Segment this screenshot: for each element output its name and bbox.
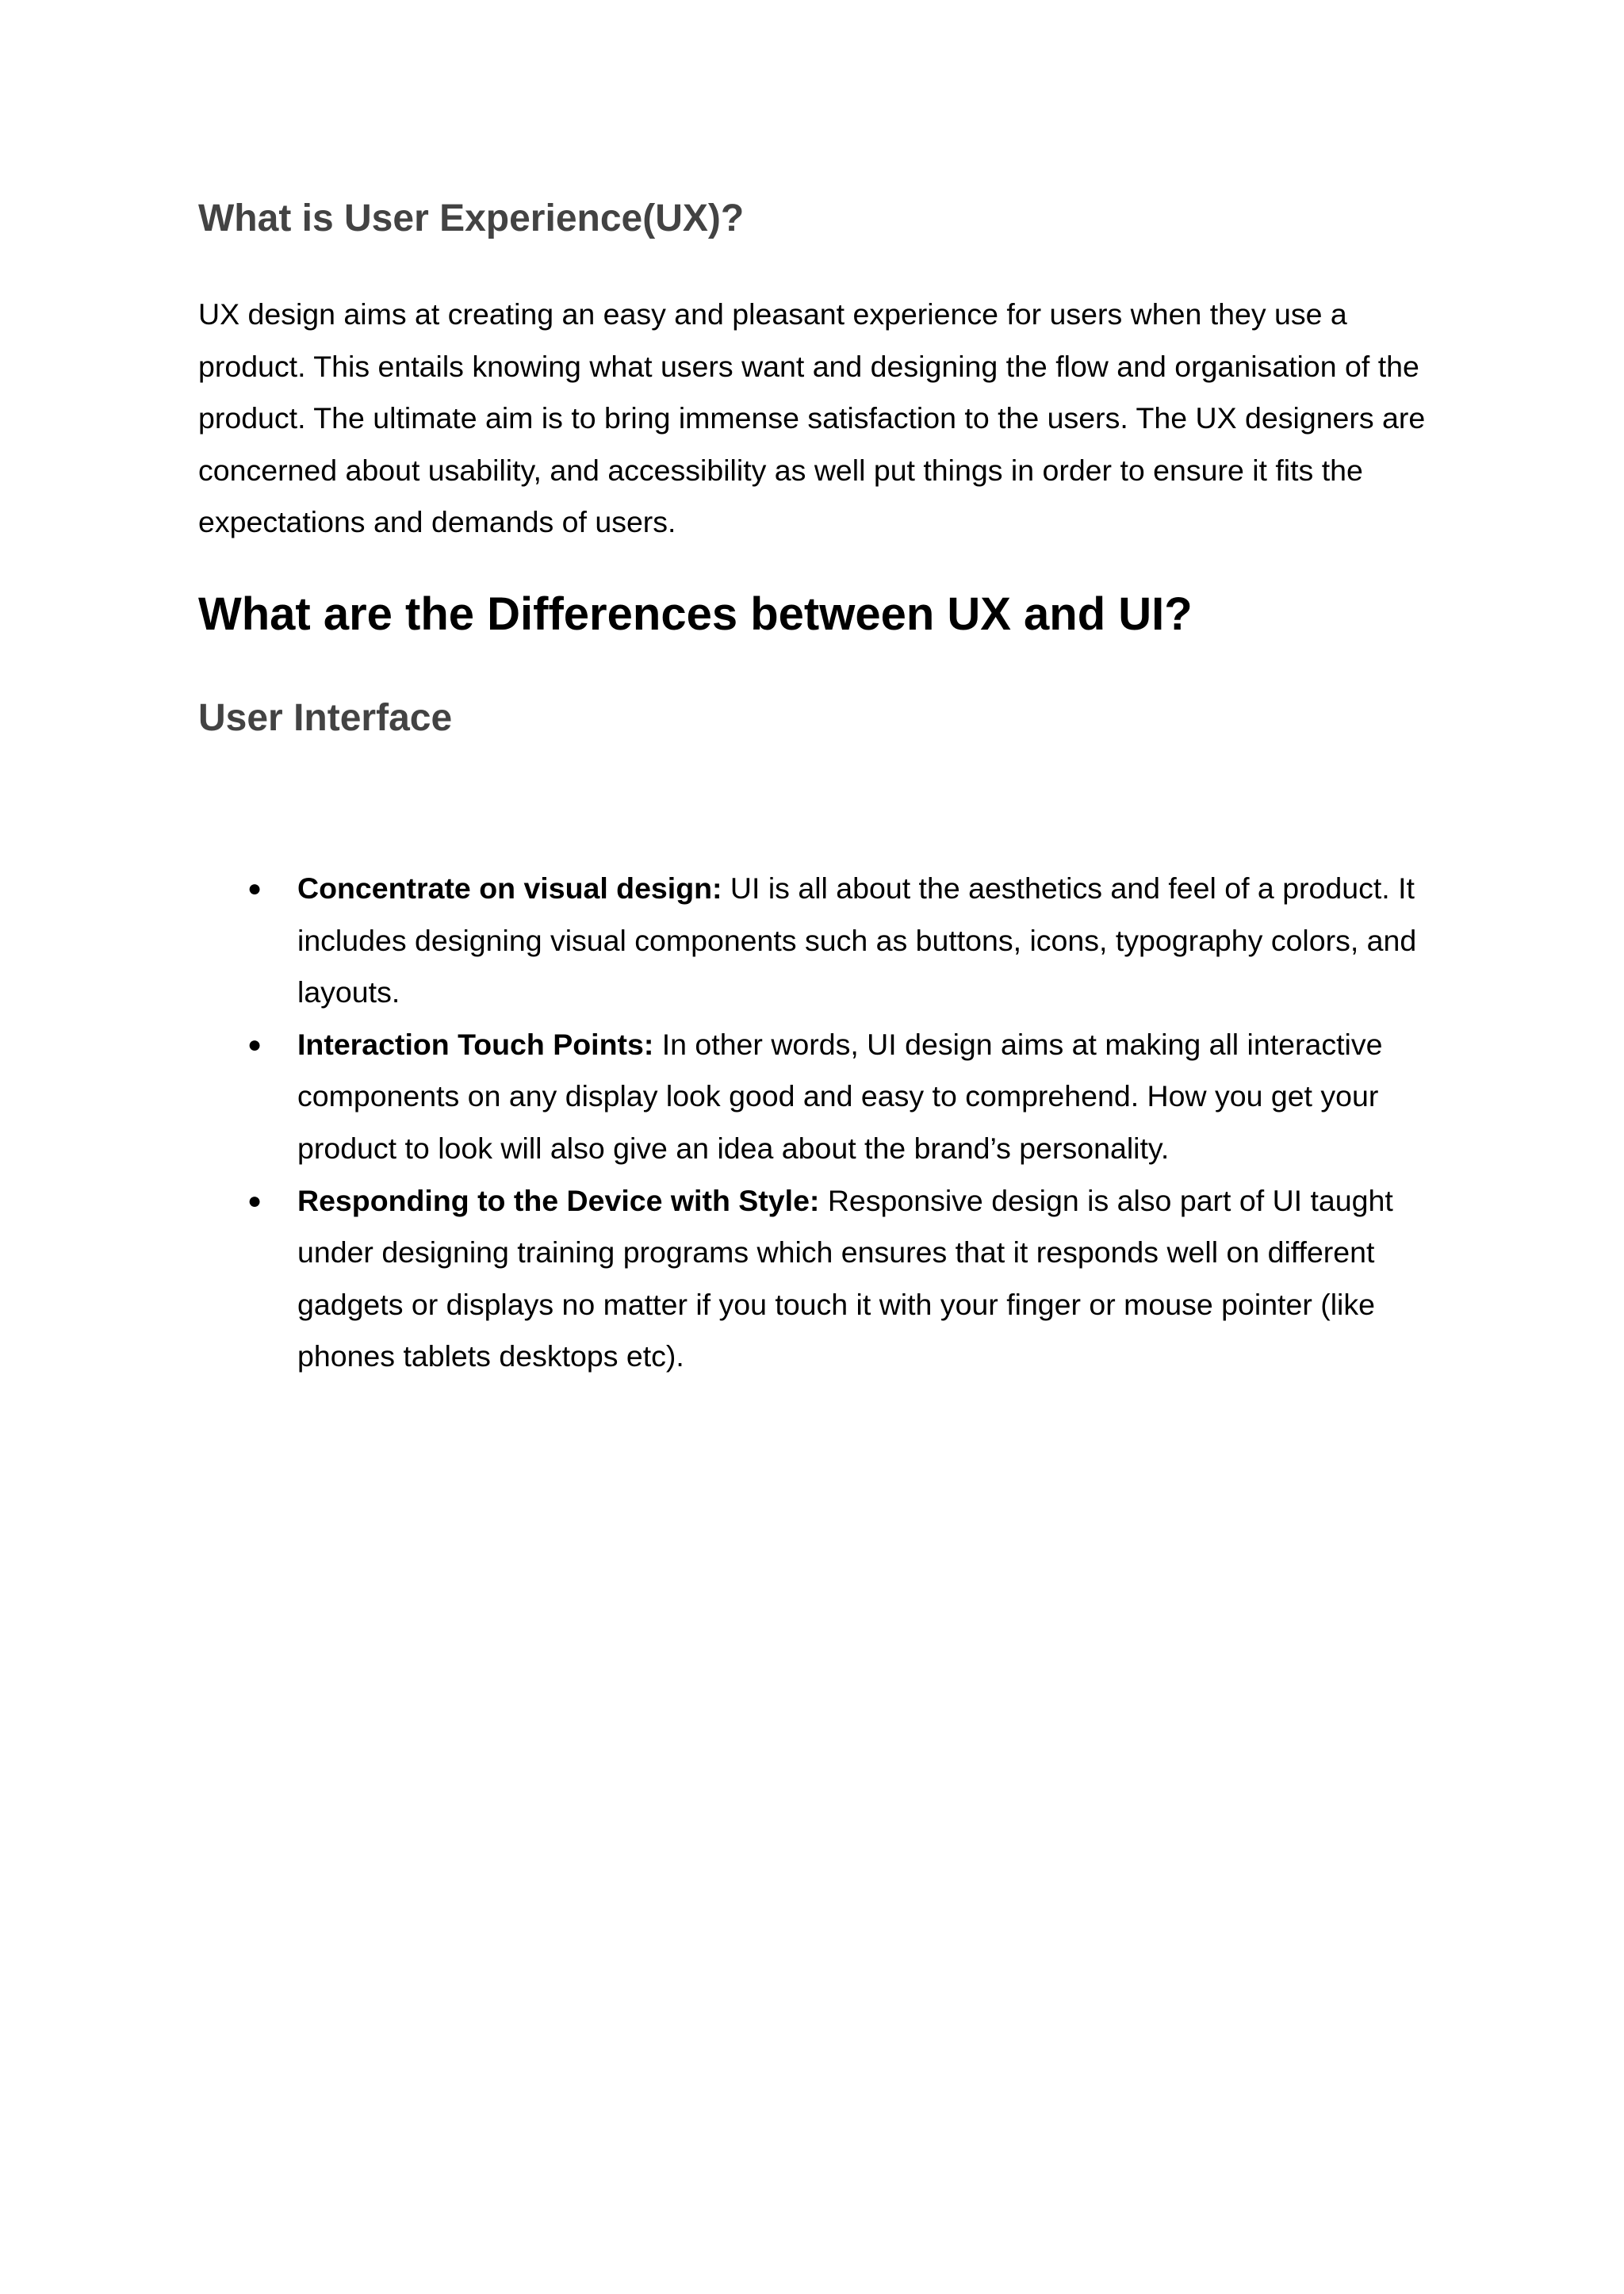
ui-subheading: User Interface <box>198 697 453 739</box>
bullet-icon: ● <box>247 1187 262 1214</box>
bullet-text: In other words, UI design aims at making all interactive components on any display look good and easy to comprehend. How you get your product to look will also give an idea about the brand’s personality. <box>297 1027 1383 1165</box>
bullet-label: Interaction Touch Points: <box>297 1027 654 1061</box>
ux-heading: What is User Experience(UX)? <box>198 197 745 239</box>
bullet-text: UI is all about the aesthetics and feel of a product. It includes designing visual components such as buttons, icons, typography colors, and layouts. <box>297 871 1417 1009</box>
list-item <box>198 1019 1451 1175</box>
bullet-icon: ● <box>247 875 262 902</box>
list-item <box>198 1175 1451 1383</box>
bullet-text: Responsive design is also part of UI taught under designing training programs which ensures that it responds well on different gadgets or displays no matter if you touch it with your finger or mouse pointer (like phones tablets desktops etc). <box>297 1183 1393 1373</box>
bullet-icon: ● <box>247 1031 262 1058</box>
bullet-label: Responding to the Device with Style: <box>297 1183 820 1217</box>
differences-heading: What are the Differences between UX and UI? <box>198 588 1193 640</box>
list-item <box>198 863 1451 1019</box>
ux-paragraph: UX design aims at creating an easy and pleasant experience for users when they use a product. This entails knowing what users want and designing the flow and organisation of the product. The ultimate aim is to bring immense satisfaction to the users. The UX designers are concerned about usability, and accessibility as well put things in order to ensure it fits the expectations and demands of users. <box>198 297 1426 539</box>
ui-bullet-list <box>198 863 1451 1383</box>
bullet-label: Concentrate on visual design: <box>297 871 722 905</box>
